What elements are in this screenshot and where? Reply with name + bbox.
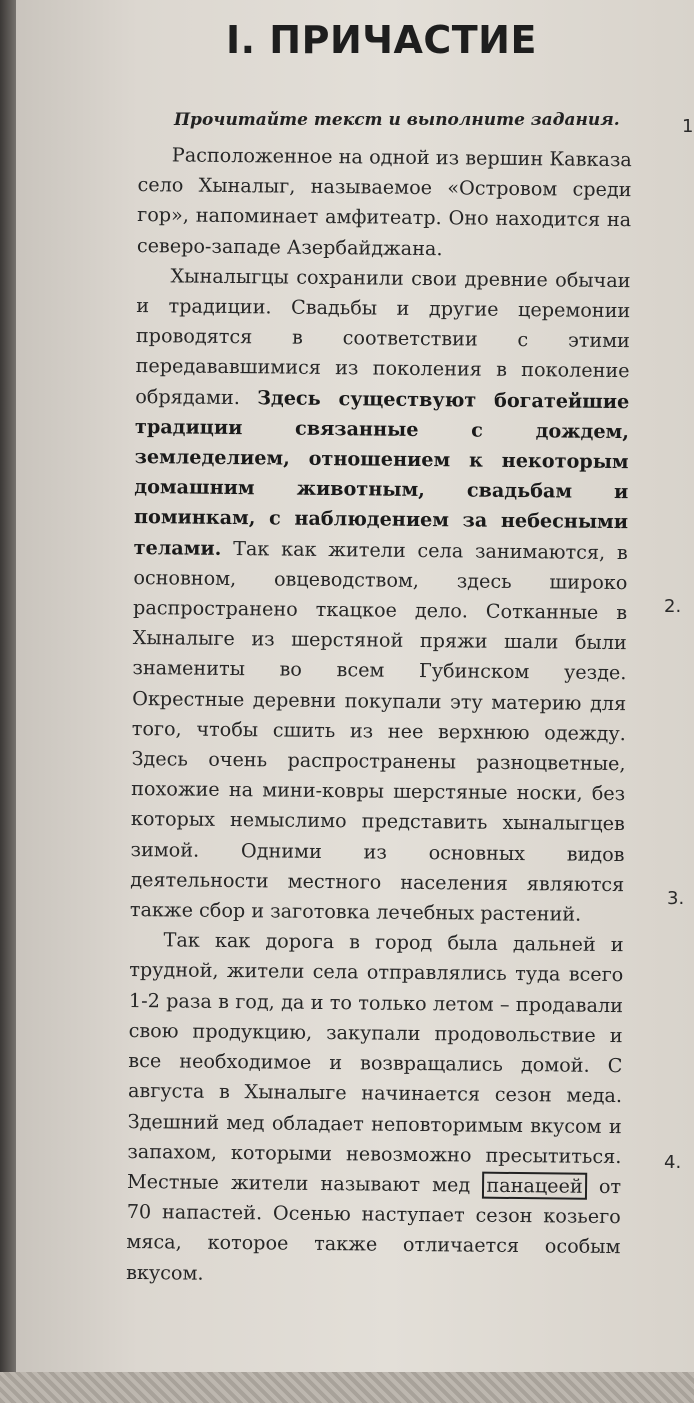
boxed-word: панацеей (482, 1172, 587, 1200)
paragraph-2-end: Так как жители села занимаются, в основном, овцеводством, здесь широко распространено ткацкое дело. Сотканные в Хыналыге из шерстяной пряжи шали были знамениты во всем Губинском уезде. Окрестные деревни покупали эту материю для того, чтобы сшить из нее верхнюю одежду. Здесь очень распространены разноцветные, похожие на мини-ковры шерстяные носки, без которых немыслимо представить хыналыгцев зимой. Одними из основных видов деятельности местного населения являются также сбор и заготовка лечебных растений. (129, 536, 628, 926)
margin-number-4: 4. (664, 1152, 682, 1173)
paragraph-3-end: от 70 напастей. Осенью наступает сезон козьего мяса, которое также отличается особым вкусом. (126, 1174, 622, 1285)
paragraph-3-start: Так как дорога в город была дальней и трудной, жители села отправлялись туда всего 1-2 раза в год, да и то только летом – продавали свою продукцию, закупали продовольствие и все необходимое и возвращались домой. С августа в Хыналыге начинается сезон меда. Здешний мед обладает неповторимым вкусом и запахом, которыми невозможно пресытиться. Местные жители называют мед (126, 928, 624, 1197)
margin-number-2: 2. (664, 596, 682, 617)
paragraph-2-start: Хыналыгцы сохранили свои древние обычаи и традиции. Свадьбы и другие церемонии проводятся в соответствии с этими передававшимися из поколения в поколение обрядами. (135, 264, 631, 409)
task-instruction: Прочитайте текст и выполните задания. (174, 110, 620, 130)
paragraph-1: Расположенное на одной из вершин Кавказа село Хыналыг, называемое «Островом среди гор», напоминает амфитеатр. Оно находится на северо-западе Азербайджана. (136, 143, 632, 260)
paragraph-2 (130, 261, 631, 931)
reading-text (126, 140, 632, 1293)
paragraph-3 (126, 925, 624, 1293)
margin-number-3: 3. (667, 888, 685, 909)
bold-sentence: Здесь существуют богатейшие традиции связанные с дождем, земледелием, отношением к некоторым домашним животным, свадьбам и поминкам, с наблюдением за небесными телами. (133, 385, 630, 560)
margin-number-1: 1 (682, 116, 694, 137)
page-title: I. ПРИЧАСТИЕ (226, 18, 537, 62)
page-edge-pattern (0, 1372, 694, 1403)
